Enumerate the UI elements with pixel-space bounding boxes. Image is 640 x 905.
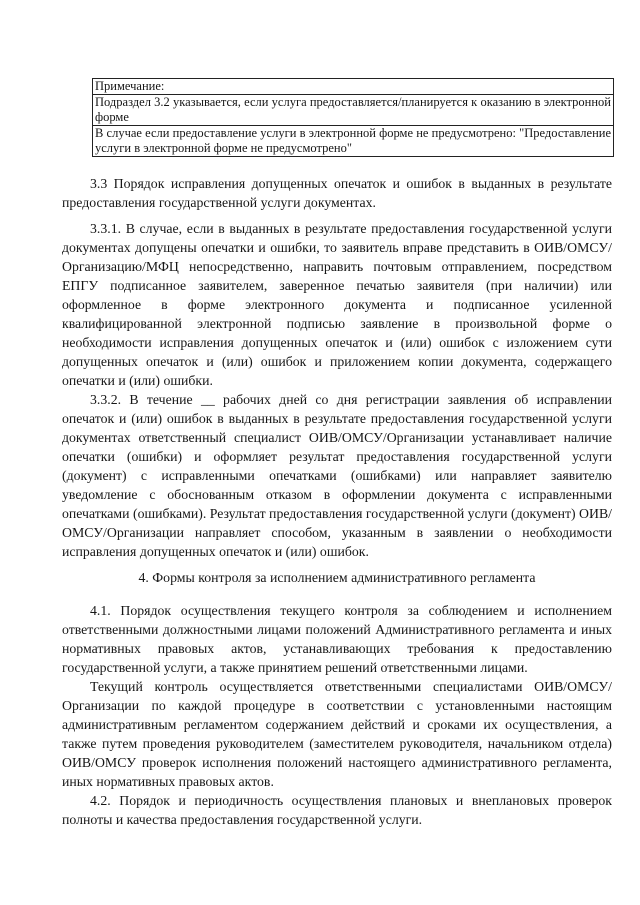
note-table-row-electronic-form: Подраздел 3.2 указывается, если услуга предоставляется/планируется к оказанию в электронной форме bbox=[95, 95, 611, 124]
note-table bbox=[92, 78, 614, 157]
paragraph-4-2: 4.2. Порядок и периодичность осуществления плановых и внеплановых проверок полноты и качества предоставления государственной услуги. bbox=[62, 793, 612, 827]
section-3-3-paragraphs bbox=[62, 219, 612, 561]
paragraph-3-3-1: 3.3.1. В случае, если в выданных в результате предоставления государственной услуги документах допущены опечатки и ошибки, то заявитель вправе представить в ОИВ/ОМСУ/Организацию/МФЦ непосредственно, направить почтовым отправлением, посредством ЕПГУ подписанное заявителем, заверенное печатью заявителя (при наличии) или оформленное в форме электронного документа и подписанное усиленной квалифицированной электронной подписью заявление в произвольной форме о необходимости исправления допущенных опечаток и (или) ошибок с изложением сути допущенных опечаток и (или) ошибок и приложением копии документа, содержащего опечатки и (или) ошибки. bbox=[62, 221, 612, 388]
section-4-heading-block bbox=[62, 568, 612, 587]
paragraph-4-1-current-control: Текущий контроль осуществляется ответственными специалистами ОИВ/ОМСУ/Организации по каждой процедуре в соответствии с установленными настоящим административным регламентом содержанием действий и сроками их осуществления, а также путем проведения руководителем (заместителем руководителя, начальником отдела) ОИВ/ОМСУ проверок исполнения положений настоящего административного регламента, иных нормативных правовых актов. bbox=[62, 679, 612, 789]
section-4 bbox=[62, 601, 612, 829]
note-table-row-not-provided: В случае если предоставление услуги в электронной форме не предусмотрено: "Предоставление услуги в электронной форме не предусмотрено" bbox=[95, 126, 611, 155]
section-3-3 bbox=[62, 174, 612, 212]
section-3-3-title: 3.3 Порядок исправления допущенных опечаток и ошибок в выданных в результате предоставления государственной услуги документах. bbox=[62, 176, 612, 210]
paragraph-3-3-2: 3.3.2. В течение __ рабочих дней со дня регистрации заявления об исправлении опечаток и (или) ошибок в выданных в результате предоставления государственной услуги документах ответственный специалист ОИВ/ОМСУ/Организации устанавливает наличие опечатки (ошибки) и оформляет результат предоставления государственной услуги (документ) с исправленными опечатками (ошибками) или направляет заявителю уведомление с обоснованным отказом в оформлении документа с исправленными опечатками (ошибками). Результат предоставления государственной услуги (документ) ОИВ/ОМСУ/Организации направляет способом, указанным в заявлении о необходимости исправления допущенных опечаток и (или) ошибок. bbox=[62, 392, 612, 559]
section-4-heading: 4. Формы контроля за исполнением административного регламента bbox=[138, 570, 536, 585]
note-table-header: Примечание: bbox=[95, 79, 165, 93]
paragraph-4-1: 4.1. Порядок осуществления текущего контроля за соблюдением и исполнением ответственными должностными лицами положений Административного регламента и иных нормативных правовых актов, устанавливающих требования к предоставлению государственной услуги, а также принятием решений ответственными лицами. bbox=[62, 603, 612, 675]
